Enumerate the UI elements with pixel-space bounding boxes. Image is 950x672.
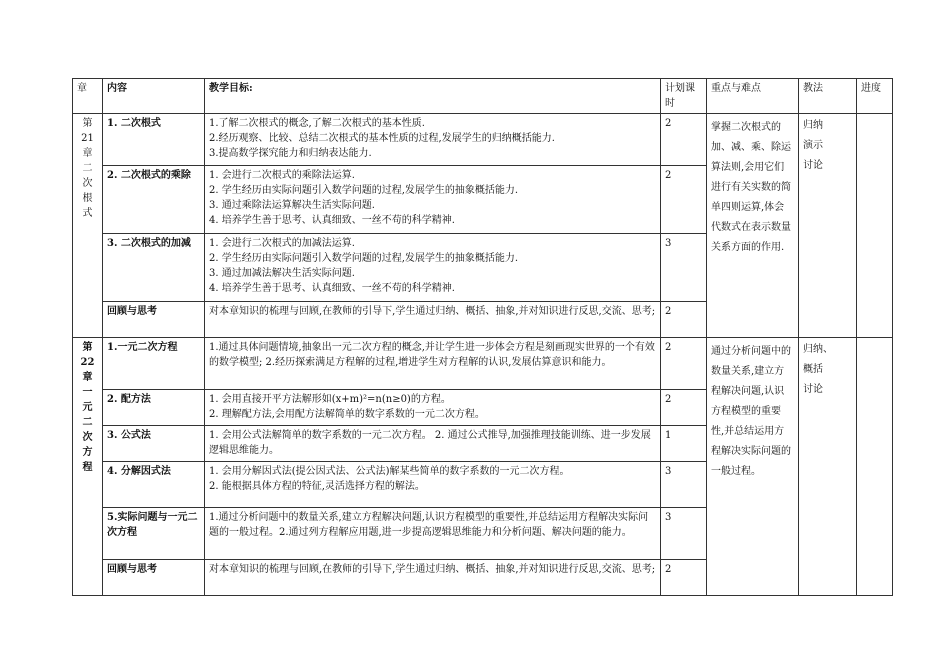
lesson-plan-table — [72, 78, 893, 596]
hours-cell: 2 — [661, 114, 707, 166]
hours-cell: 2 — [661, 166, 707, 234]
chapter-21-progress — [857, 114, 893, 338]
table-row — [73, 114, 893, 166]
chapter-22-name: 第22章 一元二次方程 — [73, 338, 103, 596]
topic-cell: 回顾与思考 — [103, 302, 205, 338]
topic-cell: 1.一元二次方程 — [103, 338, 205, 390]
header-row — [73, 79, 893, 114]
chapter-21-method: 归纳 演示 讨论 — [799, 114, 857, 338]
topic-cell: 2. 二次根式的乘除 — [103, 166, 205, 234]
hours-cell: 2 — [661, 390, 707, 426]
chapter-22-method: 归纳、 概括 讨论 — [799, 338, 857, 596]
objectives-cell: 1.了解二次根式的概念,了解二次根式的基本性质. 2.经历观察、比较、总结二次根式的基本性质的过程,发展学生的归纳概括能力. 3.提高数学探究能力和归纳表达能力. — [205, 114, 661, 166]
hours-cell: 3 — [661, 508, 707, 560]
objectives-cell: 1.通过分析问题中的数量关系,建立方程解决问题,认识方程模型的重要性,并总结运用方程解决实际问题的一般过程。2.通过列方程解应用题,进一步提高逻辑思维能力和分析问题、解决问题的能力。 — [205, 508, 661, 560]
chapter-21-name: 第21章二次根式 — [73, 114, 103, 338]
chapter-22-progress — [857, 338, 893, 596]
objectives-cell: 对本章知识的梳理与回顾,在教师的引导下,学生通过归纳、概括、抽象,并对知识进行反思,交流、思考; — [205, 560, 661, 596]
objectives-cell: 1.通过具体问题情境,抽象出一元二次方程的概念,并让学生进一步体会方程是刻画现实世界的一个有效的数学模型; 2.经历探索满足方程解的过程,增进学生对方程解的认识,发展估算意识和能力。 — [205, 338, 661, 390]
hours-cell: 1 — [661, 426, 707, 462]
objectives-cell: 1. 会进行二次根式的加减法运算. 2. 学生经历由实际问题引入数学问题的过程,发展学生的抽象概括能力. 3. 通过加减法解决生活实际问题. 4. 培养学生善于思考、认真细致、一丝不苟的科学精神. — [205, 234, 661, 302]
hours-cell: 2 — [661, 302, 707, 338]
objectives-cell: 1. 会用公式法解简单的数字系数的一元二次方程。 2. 通过公式推导,加强推理技能训练、进一步发展逻辑思维能力。 — [205, 426, 661, 462]
objectives-cell: 1. 会进行二次根式的乘除法运算. 2. 学生经历由实际问题引入数学问题的过程,发展学生的抽象概括能力. 3. 通过乘除法运算解决生活实际问题. 4. 培养学生善于思考、认真细致、一丝不苟的科学精神. — [205, 166, 661, 234]
chapter-22-keypoints: 通过分析问题中的数量关系,建立方程解决问题,认识方程模型的重要性,并总结运用方程解决实际问题的一般过程。 — [707, 338, 799, 596]
topic-cell: 1. 二次根式 — [103, 114, 205, 166]
hours-cell: 2 — [661, 560, 707, 596]
header-chapter: 章 — [73, 79, 103, 114]
topic-cell: 2. 配方法 — [103, 390, 205, 426]
objectives-cell: 1. 会用分解因式法(提公因式法、公式法)解某些简单的数字系数的一元二次方程。 2. 能根据具体方程的特征,灵活选择方程的解法。 — [205, 462, 661, 508]
header-content: 内容 — [103, 79, 205, 114]
objectives-cell: 1. 会用直接开平方法解形如(x+m)²=n(n≥0)的方程。 2. 理解配方法,会用配方法解简单的数字系数的一元二次方程。 — [205, 390, 661, 426]
header-progress: 进度 — [857, 79, 893, 114]
chapter-21-keypoints: 掌握二次根式的加、减、乘、除运算法则,会用它们进行有关实数的简单四则运算,体会代数式在表示数量关系方面的作用. — [707, 114, 799, 338]
topic-cell: 5.实际问题与一元二次方程 — [103, 508, 205, 560]
objectives-cell: 对本章知识的梳理与回顾,在教师的引导下,学生通过归纳、概括、抽象,并对知识进行反思,交流、思考; — [205, 302, 661, 338]
table-row — [73, 338, 893, 390]
topic-cell: 4. 分解因式法 — [103, 462, 205, 508]
header-method: 教法 — [799, 79, 857, 114]
header-keypoints: 重点与难点 — [707, 79, 799, 114]
topic-cell: 回顾与思考 — [103, 560, 205, 596]
header-hours: 计划课时 — [661, 79, 707, 114]
hours-cell: 3 — [661, 462, 707, 508]
hours-cell: 2 — [661, 338, 707, 390]
header-objectives: 教学目标: — [205, 79, 661, 114]
topic-cell: 3. 公式法 — [103, 426, 205, 462]
topic-cell: 3. 二次根式的加减 — [103, 234, 205, 302]
hours-cell: 3 — [661, 234, 707, 302]
